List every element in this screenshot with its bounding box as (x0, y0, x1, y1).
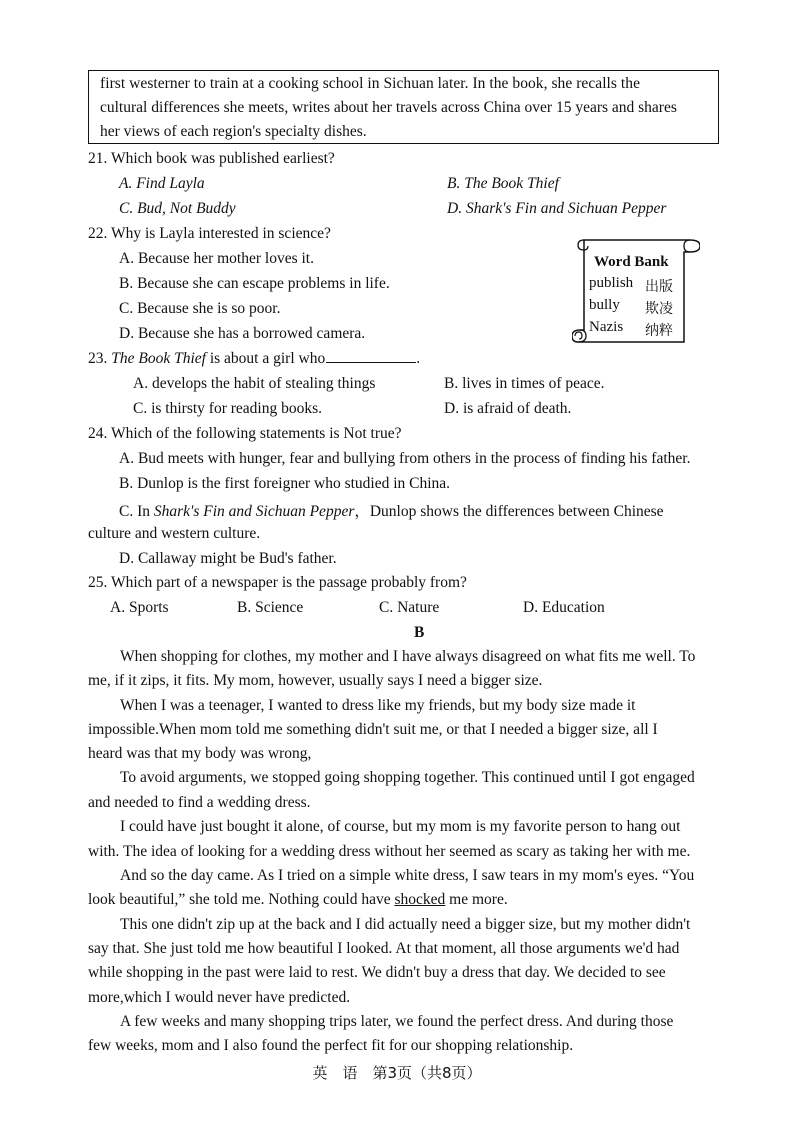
passage-text: look beautiful,” she told me. Nothing could have (88, 891, 395, 908)
passage-text: me more. (445, 891, 508, 908)
q23-book-title: The Book Thief (111, 350, 206, 367)
q25-option-d: D. Education (523, 599, 605, 616)
q23-number: 23. (88, 350, 108, 367)
word-bank-zh-2: 欺凌 (645, 301, 673, 317)
q24-stem: 24. Which of the following statements is Not true? (88, 425, 402, 442)
box-line-1: first westerner to train at a cooking school in Sichuan later. In the book, she recalls the (100, 75, 641, 92)
q22-option-c: C. Because she is so poor. (119, 300, 281, 317)
passage-line: When I was a teenager, I wanted to dress like my friends, but my body size made it (120, 697, 636, 714)
passage-line: This one didn't zip up at the back and I did actually need a bigger size, but my mother didn't (120, 916, 691, 933)
q23-option-c: C. is thirsty for reading books. (133, 400, 322, 417)
word-bank-en-1: publish (589, 275, 634, 291)
passage-line: and needed to find a wedding dress. (88, 794, 311, 811)
q23-stem-rest: is about a girl who (209, 350, 326, 367)
passage-line: say that. She just told me how beautiful I looked. At that moment, all those arguments we'd had (88, 940, 680, 957)
q22-stem: 22. Why is Layla interested in science? (88, 225, 331, 242)
q25-option-b: B. Science (237, 599, 304, 616)
passage-line: few weeks, mom and I also found the perfect fit for our shopping relationship. (88, 1037, 574, 1054)
word-bank-en-2: bully (589, 297, 620, 313)
q22-option-b: B. Because she can escape problems in life. (119, 275, 390, 292)
word-bank-zh-1: 出版 (645, 279, 673, 295)
passage-line: with. The idea of looking for a wedding dress without her seemed as scary as taking her with me. (88, 843, 691, 860)
q22-option-a: A. Because her mother loves it. (119, 250, 314, 267)
q25-option-a: A. Sports (110, 599, 169, 616)
q23-option-d: D. is afraid of death. (444, 400, 572, 417)
page-footer: 英 语 第3页（共8页） (312, 1064, 482, 1082)
passage-line: To avoid arguments, we stopped going shopping together. This continued until I got engaged (120, 769, 695, 786)
q23-stem: 23. The Book Thief is about a girl who . (88, 350, 421, 367)
q24-option-c-cont: culture and western culture. (88, 525, 261, 542)
word-bank-title: Word Bank (594, 254, 669, 270)
q24-option-b: B. Dunlop is the first foreigner who studied in China. (119, 475, 451, 492)
q23-option-a: A. develops the habit of stealing things (133, 375, 376, 392)
section-b-heading: B (414, 624, 425, 641)
q24-option-c (119, 499, 664, 521)
q24-option-a: A. Bud meets with hunger, fear and bullying from others in the process of finding his father. (119, 450, 691, 467)
q22-option-d: D. Because she has a borrowed camera. (119, 325, 366, 342)
q21-option-d: D. Shark's Fin and Sichuan Pepper (447, 200, 667, 217)
passage-line: me, if it zips, it fits. My mom, however, usually says I need a bigger size. (88, 672, 543, 689)
passage-line: impossible.When mom told me something didn't suit me, or that I needed a bigger size, all I (88, 721, 658, 738)
q24-option-c-title: Shark's Fin and Sichuan Pepper (153, 503, 355, 520)
q23-option-b: B. lives in times of peace. (444, 375, 605, 392)
q21-option-b: B. The Book Thief (447, 175, 559, 192)
q23-answer-blank (326, 362, 416, 363)
q25-stem: 25. Which part of a newspaper is the passage probably from? (88, 574, 467, 591)
q24-option-c-prefix: C. In (119, 503, 150, 520)
q24-option-d: D. Callaway might be Bud's father. (119, 550, 337, 567)
q24-option-c-rest: ，Dunlop shows the differences between Chinese (354, 503, 664, 520)
passage-line-shocked (88, 891, 726, 909)
passage-line: I could have just bought it alone, of course, but my mom is my favorite person to hang out (120, 818, 681, 835)
passage-line: A few weeks and many shopping trips later, we found the perfect dress. And during those (120, 1013, 674, 1030)
word-bank-en-3: Nazis (589, 319, 624, 335)
passage-line: heard was that my body was wrong, (88, 745, 312, 762)
word-bank (572, 232, 700, 348)
box-line-2: cultural differences she meets, writes about her travels across China over 15 years and shares (100, 99, 677, 116)
underlined-word: shocked (394, 891, 446, 908)
q25-option-c: C. Nature (379, 599, 440, 616)
passage-line: more,which I would never have predicted. (88, 989, 351, 1006)
passage-line: And so the day came. As I tried on a simple white dress, I saw tears in my mom's eyes. “You (120, 867, 695, 884)
q21-option-a: A. Find Layla (119, 175, 205, 192)
q21-option-c: C. Bud, Not Buddy (119, 200, 236, 217)
q21-stem: 21. Which book was published earliest? (88, 150, 335, 167)
passage-line: while shopping in the past were laid to rest. We didn't buy a dress that day. We decided to see (88, 964, 666, 981)
word-bank-zh-3: 纳粹 (645, 323, 673, 339)
passage-line: When shopping for clothes, my mother and I have always disagreed on what fits me well. To (120, 648, 696, 665)
box-line-3: her views of each region's specialty dishes. (100, 123, 367, 140)
